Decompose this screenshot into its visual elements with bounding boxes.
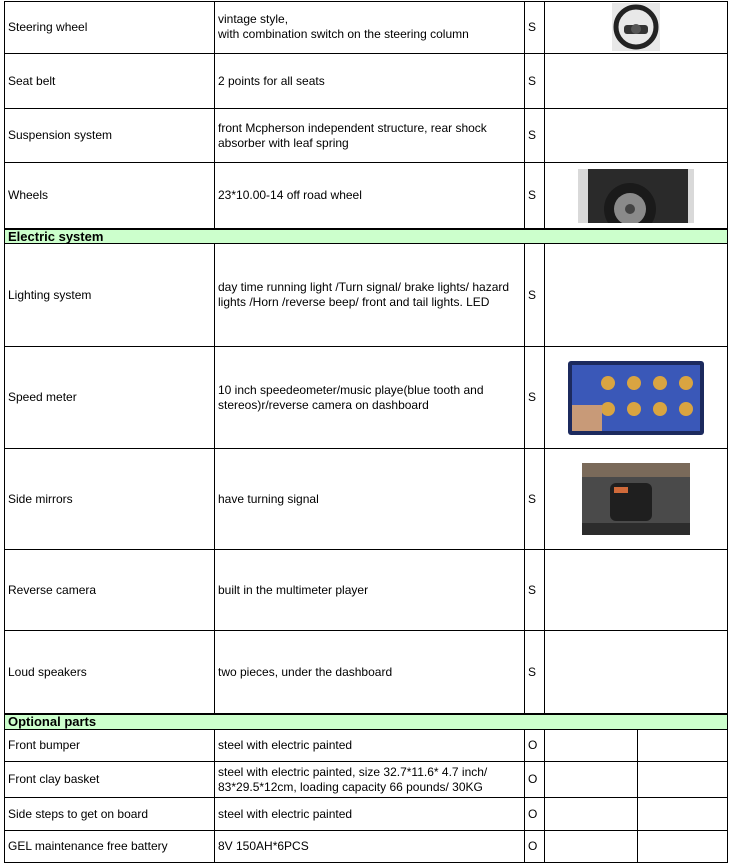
photo-cell [637, 730, 728, 761]
part-name: Steering wheel [4, 1, 214, 53]
part-description: day time running light /Turn signal/ brake lights/ hazard lights /Horn /reverse beep/ front and tail lights. LED [214, 244, 524, 346]
photo-cell [637, 762, 728, 797]
table-row [4, 798, 728, 831]
table-row [4, 244, 728, 347]
part-name: Side mirrors [4, 449, 214, 549]
photo-cell [637, 831, 728, 862]
photo-cell [544, 244, 728, 346]
standard-flag: S [524, 54, 544, 108]
standard-flag: S [524, 1, 544, 53]
table-row [4, 1, 728, 54]
part-name: Side steps to get on board [4, 798, 214, 830]
standard-flag: S [524, 449, 544, 549]
part-name: Seat belt [4, 54, 214, 108]
photo-cell [544, 1, 728, 53]
part-description: vintage style, with combination switch on the steering column [214, 1, 524, 53]
table-row [4, 163, 728, 229]
side-mirror-photo [582, 463, 690, 535]
standard-flag: S [524, 347, 544, 448]
part-description: 2 points for all seats [214, 54, 524, 108]
standard-flag: S [524, 244, 544, 346]
part-description: steel with electric painted [214, 798, 524, 830]
section-header-electric: Electric system [4, 229, 728, 244]
part-name: Front clay basket [4, 762, 214, 797]
part-name: Wheels [4, 163, 214, 228]
steering-wheel-photo [612, 3, 660, 51]
photo-cell [544, 163, 728, 228]
table-row [4, 831, 728, 863]
part-description: 10 inch speedeometer/music playe(blue tooth and stereos)r/reverse camera on dashboard [214, 347, 524, 448]
photo-cell [544, 762, 637, 797]
part-description: 8V 150AH*6PCS [214, 831, 524, 862]
part-name: Speed meter [4, 347, 214, 448]
part-description: two pieces, under the dashboard [214, 631, 524, 713]
standard-flag: O [524, 730, 544, 761]
standard-flag: O [524, 831, 544, 862]
photo-cell [637, 798, 728, 830]
table-row [4, 730, 728, 762]
standard-flag: S [524, 163, 544, 228]
table-row [4, 347, 728, 449]
photo-cell [544, 730, 637, 761]
part-name: Lighting system [4, 244, 214, 346]
table-row [4, 109, 728, 163]
standard-flag: S [524, 550, 544, 630]
photo-cell [544, 798, 637, 830]
part-description: have turning signal [214, 449, 524, 549]
photo-cell [544, 109, 728, 162]
standard-flag: O [524, 798, 544, 830]
photo-cell [544, 449, 728, 549]
standard-flag: S [524, 631, 544, 713]
part-description: steel with electric painted [214, 730, 524, 761]
part-description: steel with electric painted, size 32.7*11.6* 4.7 inch/ 83*29.5*12cm, loading capacity 66 pounds/ 30KG [214, 762, 524, 797]
part-name: Suspension system [4, 109, 214, 162]
table-row [4, 449, 728, 550]
wheel-photo [578, 169, 694, 223]
part-description: 23*10.00-14 off road wheel [214, 163, 524, 228]
photo-cell [544, 54, 728, 108]
table-row [4, 550, 728, 631]
photo-cell [544, 831, 637, 862]
table-row [4, 631, 728, 714]
photo-cell [544, 347, 728, 448]
table-row [4, 54, 728, 109]
part-name: Reverse camera [4, 550, 214, 630]
photo-cell [544, 550, 728, 630]
part-name: Front bumper [4, 730, 214, 761]
part-description: front Mcpherson independent structure, rear shock absorber with leaf spring [214, 109, 524, 162]
standard-flag: S [524, 109, 544, 162]
photo-cell [544, 631, 728, 713]
part-name: GEL maintenance free battery [4, 831, 214, 862]
dashboard-screen-photo [568, 361, 704, 435]
section-header-optional: Optional parts [4, 714, 728, 730]
part-description: built in the multimeter player [214, 550, 524, 630]
standard-flag: O [524, 762, 544, 797]
part-name: Loud speakers [4, 631, 214, 713]
table-row [4, 762, 728, 798]
